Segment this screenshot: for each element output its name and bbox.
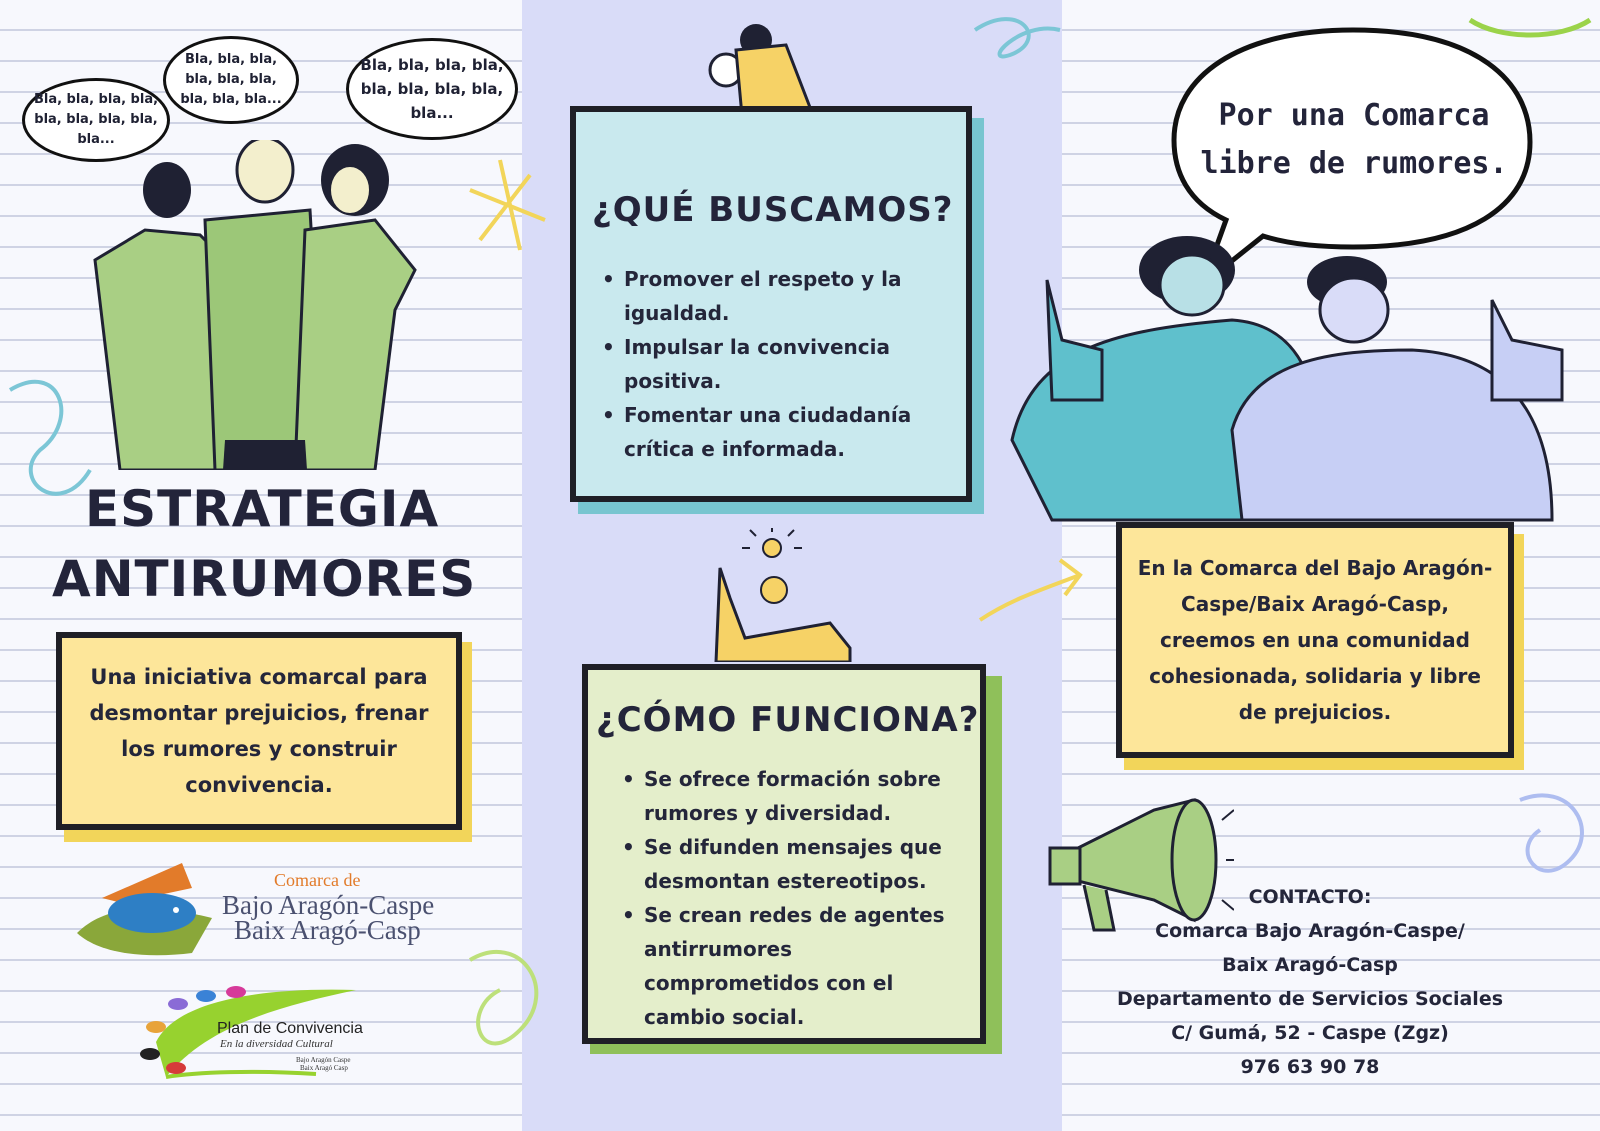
title-line-2: ANTIRUMORES	[52, 550, 477, 608]
speech-bubble-2: Bla, bla, bla, bla, bla, bla, bla, bla, bla...	[163, 36, 299, 124]
contact-line: C/ Gumá, 52 - Caspe (Zgz)	[1171, 1022, 1449, 1044]
comarca-logo-icon	[72, 858, 222, 958]
plan-logo-line3: Bajo Aragón Caspe	[296, 1056, 351, 1064]
como-funciona-list	[618, 762, 968, 1034]
idea-person-illustration	[710, 528, 860, 662]
contact-line: Departamento de Servicios Sociales	[1116, 988, 1504, 1010]
list-item: • Fomentar una ciudadanía crítica e informada.	[598, 398, 938, 466]
mission-box	[1116, 522, 1514, 758]
list-item: • Se difunden mensajes que desmontan estereotipos.	[618, 830, 968, 898]
comarca-logo-line3: Baix Aragó-Casp	[234, 915, 421, 945]
que-buscamos-title: ¿QUÉ BUSCAMOS?	[592, 190, 954, 230]
mission-text: En la Comarca del Bajo Aragón-Caspe/Baix Aragó-Casp, creemos en una comunidad cohesionada, solidaria y libre de prejuicios.	[1137, 556, 1493, 724]
slogan-text: Por una Comarca libre de rumores.	[1200, 98, 1508, 181]
contact-block	[1100, 880, 1520, 1084]
plan-logo-line4: Baix Aragó Casp	[300, 1064, 348, 1072]
como-funciona-box	[582, 664, 986, 1044]
intro-box	[56, 632, 462, 830]
plan-logo-line2: En la diversidad Cultural	[220, 1038, 333, 1050]
contact-phone: 976 63 90 78	[1240, 1056, 1380, 1078]
speech-bubble-3: Bla, bla, bla, bla, bla, bla, bla, bla, bla...	[346, 38, 518, 140]
que-buscamos-list	[598, 262, 938, 466]
contact-title: CONTACTO:	[1248, 886, 1372, 908]
que-buscamos-box	[570, 106, 972, 502]
speech-bubble-1: Bla, bla, bla, bla, bla, bla, bla, bla, bla...	[22, 78, 170, 162]
plan-logo-line1: Plan de Convivencia	[217, 1020, 363, 1037]
como-funciona-title: ¿CÓMO FUNCIONA?	[596, 700, 980, 740]
contact-line: Baix Aragó-Casp	[1222, 954, 1398, 976]
comarca-logo-line1: Comarca de	[274, 870, 361, 890]
people-group-illustration	[75, 140, 425, 470]
intro-text: Una iniciativa comarcal para desmontar prejuicios, frenar los rumores y construir convivencia.	[89, 665, 429, 797]
contact-line: Comarca Bajo Aragón-Caspe/	[1155, 920, 1465, 942]
list-item: • Se crean redes de agentes antirrumores comprometidos con el cambio social.	[618, 898, 968, 1034]
list-item: • Se ofrece formación sobre rumores y diversidad.	[618, 762, 968, 830]
list-item: • Promover el respeto y la igualdad.	[598, 262, 938, 330]
list-item: • Impulsar la convivencia positiva.	[598, 330, 938, 398]
comarca-logo-line2: Bajo Aragón-Caspe	[222, 890, 435, 920]
title-line-1: ESTRATEGIA	[85, 480, 440, 538]
